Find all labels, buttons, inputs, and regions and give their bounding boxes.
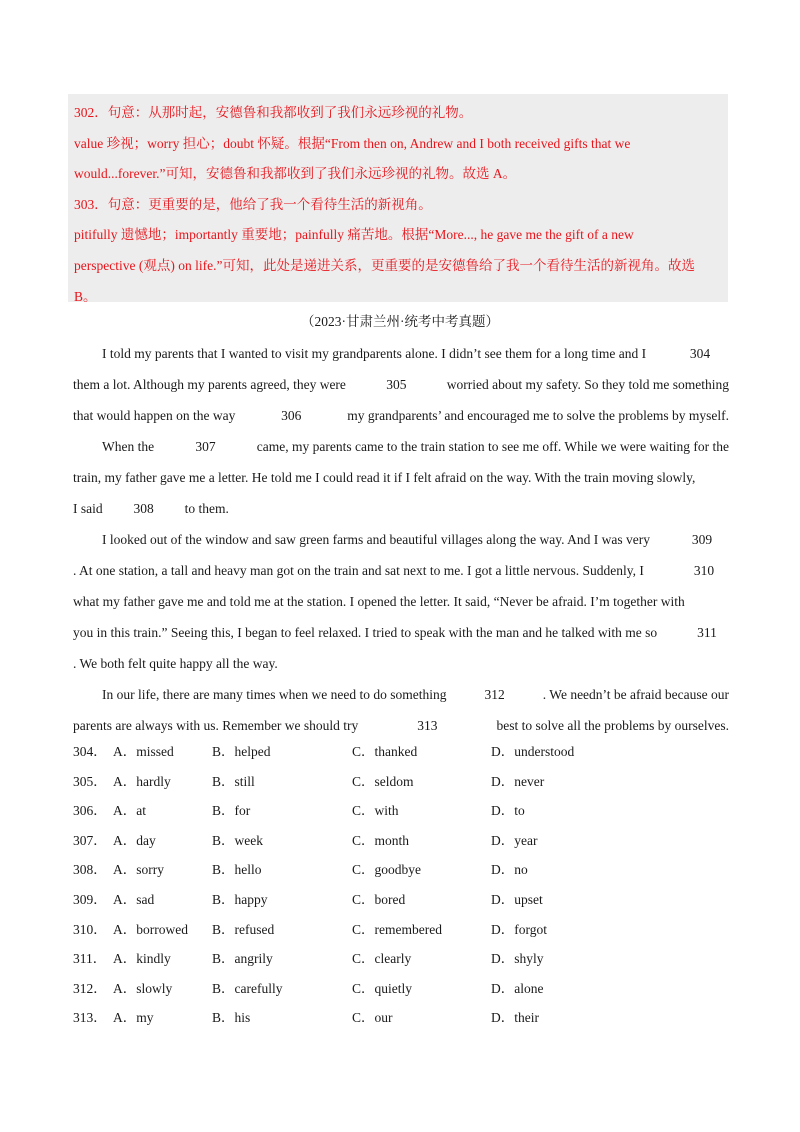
passage-line: you in this train.” Seeing this, I began to feel relaxed. I tried to speak with the man and he talked with me so 311 xyxy=(73,617,729,648)
option-c[interactable]: C．remembered xyxy=(352,921,442,937)
option-d[interactable]: D．shyly xyxy=(491,951,544,967)
option-c[interactable]: C．clearly xyxy=(352,951,412,967)
option-a[interactable]: A．kindly xyxy=(113,951,171,967)
answer-explanation-box xyxy=(68,94,728,302)
option-c[interactable]: C．bored xyxy=(352,891,406,907)
option-d[interactable]: D．forgot xyxy=(491,921,547,937)
answer-line: B。 xyxy=(74,288,97,304)
exam-source: （2023·甘肃兰州·统考中考真题） xyxy=(301,314,499,329)
answer-line: value 珍视；worry 担心；doubt 怀疑。根据“From then on, Andrew and I both received gifts that we xyxy=(74,135,631,151)
option-d[interactable]: D．year xyxy=(491,832,538,848)
option-a[interactable]: A．sad xyxy=(113,891,155,907)
answer-line: pitifully 遗憾地；importantly 重要地；painfully 痛苦地。根据“More..., he gave me the gift of a new xyxy=(74,227,634,243)
option-row-305 xyxy=(73,767,729,797)
passage-line: I told my parents that I wanted to visit my grandparents alone. I didn’t see them for a long time and I 304 xyxy=(73,338,729,369)
answer-line: perspective (观点) on life.”可知，此处是递进关系，更重要的是安德鲁给了我一个看待生活的新视角。故选 xyxy=(74,257,695,273)
option-row-313 xyxy=(73,1003,729,1033)
option-row-304 xyxy=(73,737,729,767)
question-number: 313． xyxy=(73,1010,107,1026)
option-a[interactable]: A．hardly xyxy=(113,773,171,789)
blank-304: 304 xyxy=(689,346,711,361)
option-c[interactable]: C．thanked xyxy=(352,744,418,759)
answer-line: 303．句意：更重要的是，他给了我一个看待生活的新视角。 xyxy=(74,196,432,212)
blank-310: 310 xyxy=(693,563,715,578)
option-c[interactable]: C．seldom xyxy=(352,773,414,789)
passage-line: parents are always with us. Remember we should try 313 best to solve all the problems by ourselves. xyxy=(73,710,729,741)
question-number: 308． xyxy=(73,862,107,878)
option-c[interactable]: C．month xyxy=(352,832,410,848)
question-number: 307． xyxy=(73,832,107,848)
question-number: 312． xyxy=(73,980,107,996)
answer-line: 302．句意：从那时起，安德鲁和我都收到了我们永远珍视的礼物。 xyxy=(74,105,473,120)
option-b[interactable]: B．still xyxy=(212,773,255,789)
passage-line: them a lot. Although my parents agreed, they were 305 worried about my safety. So they told me something xyxy=(73,369,729,400)
passage-line: I said 308 to them. xyxy=(73,493,729,524)
option-row-308 xyxy=(73,855,729,885)
option-c[interactable]: C．with xyxy=(352,803,399,819)
option-b[interactable]: B．week xyxy=(212,832,263,848)
option-d[interactable]: D．to xyxy=(491,803,525,819)
answer-line: would...forever.”可知，安德鲁和我都收到了我们永远珍视的礼物。故选 A。 xyxy=(74,166,517,182)
blank-307: 307 xyxy=(195,439,216,454)
option-d[interactable]: D．no xyxy=(491,862,528,878)
option-a[interactable]: A．missed xyxy=(113,744,174,759)
passage-line: . At one station, a tall and heavy man got on the train and sat next to me. I got a little nervous. Suddenly, I 310 xyxy=(73,555,729,586)
option-b[interactable]: B．helped xyxy=(212,744,271,759)
option-a[interactable]: A．sorry xyxy=(113,862,164,878)
passage-line: In our life, there are many times when we need to do something 312 . We needn’t be afraid because our xyxy=(73,679,729,710)
blank-305: 305 xyxy=(386,377,407,392)
option-c[interactable]: C．goodbye xyxy=(352,862,421,878)
question-number: 305． xyxy=(73,773,107,789)
question-number: 310． xyxy=(73,921,107,937)
option-row-307 xyxy=(73,826,729,856)
option-b[interactable]: B．for xyxy=(212,803,251,819)
question-number: 306． xyxy=(73,803,107,819)
question-number: 311． xyxy=(73,951,107,967)
option-b[interactable]: B．hello xyxy=(212,862,262,878)
answer-options xyxy=(73,737,729,1033)
option-b[interactable]: B．refused xyxy=(212,921,275,937)
passage-line: I looked out of the window and saw green farms and beautiful villages along the way. And I was very 309 xyxy=(73,524,729,555)
option-a[interactable]: A．day xyxy=(113,832,156,848)
cloze-passage xyxy=(73,338,729,741)
option-b[interactable]: B．angrily xyxy=(212,951,273,967)
question-number: 304． xyxy=(73,744,107,759)
option-d[interactable]: D．never xyxy=(491,773,545,789)
option-a[interactable]: A．at xyxy=(113,803,146,819)
option-row-306 xyxy=(73,796,729,826)
option-c[interactable]: C．quietly xyxy=(352,980,412,996)
option-d[interactable]: D．upset xyxy=(491,891,543,907)
option-d[interactable]: D．understood xyxy=(491,744,575,759)
option-d[interactable]: D．their xyxy=(491,1010,539,1026)
blank-313: 313 xyxy=(417,718,438,733)
blank-308: 308 xyxy=(133,501,154,516)
passage-line: that would happen on the way 306 my grandparents’ and encouraged me to solve the problems by myself. xyxy=(73,400,729,431)
passage-line: . We both felt quite happy all the way. xyxy=(73,656,278,671)
passage-line: When the 307 came, my parents came to the train station to see me off. While we were waiting for the xyxy=(73,431,729,462)
option-b[interactable]: B．happy xyxy=(212,891,268,907)
option-row-310 xyxy=(73,915,729,945)
blank-309: 309 xyxy=(691,532,713,547)
option-a[interactable]: A．my xyxy=(113,1010,154,1026)
option-d[interactable]: D．alone xyxy=(491,980,544,996)
option-a[interactable]: A．borrowed xyxy=(113,921,188,937)
passage-line: what my father gave me and told me at the station. I opened the letter. It said, “Never be afraid. I’m together with xyxy=(73,594,685,609)
option-b[interactable]: B．his xyxy=(212,1010,251,1026)
option-row-311 xyxy=(73,944,729,974)
blank-312: 312 xyxy=(484,687,505,702)
option-row-312 xyxy=(73,974,729,1004)
option-b[interactable]: B．carefully xyxy=(212,980,283,996)
blank-311: 311 xyxy=(697,625,717,640)
option-a[interactable]: A．slowly xyxy=(113,980,173,996)
option-row-309 xyxy=(73,885,729,915)
blank-306: 306 xyxy=(281,408,302,423)
question-number: 309． xyxy=(73,891,107,907)
passage-line: train, my father gave me a letter. He told me I could read it if I felt afraid on the way. With the train moving slowly, xyxy=(73,470,696,485)
option-c[interactable]: C．our xyxy=(352,1010,393,1026)
